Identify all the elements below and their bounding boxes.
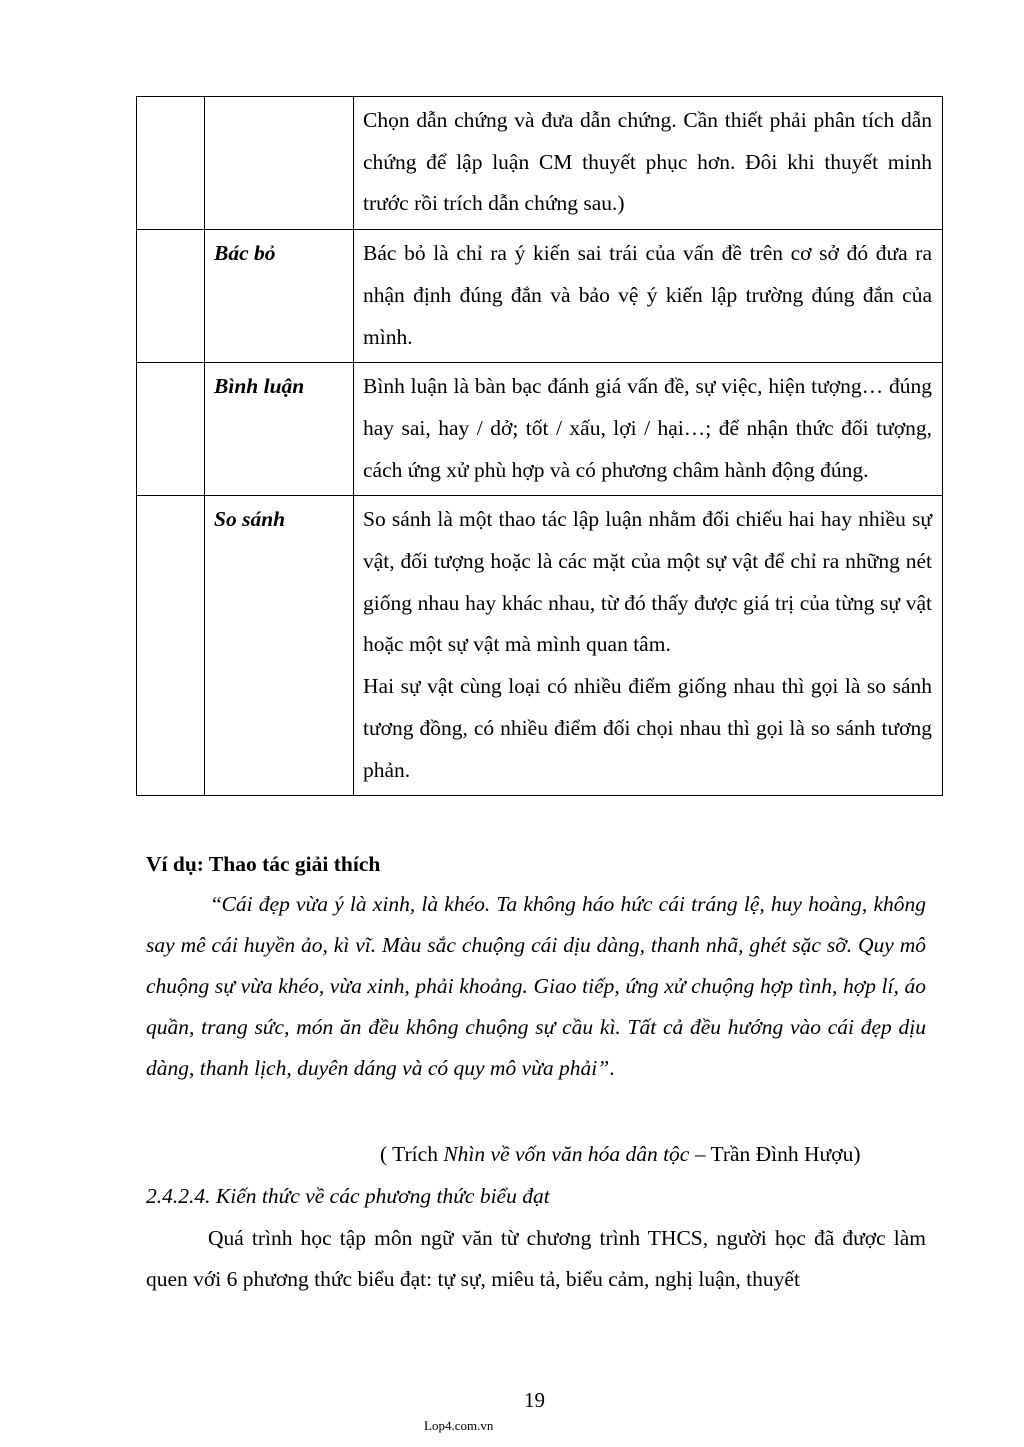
argument-methods-table [136, 96, 943, 796]
citation-prefix: ( Trích [380, 1142, 444, 1166]
body-paragraph: Quá trình học tập môn ngữ văn từ chương trình THCS, người học đã được làm quen với 6 phương thức biểu đạt: tự sự, miêu tả, biểu cảm, nghị luận, thuyết [146, 1226, 926, 1291]
description-paragraph: So sánh là một thao tác lập luận nhằm đối chiếu hai hay nhiều sự vật, đối tượng hoặc là các mặt của một sự vật để chỉ ra những nét giống nhau hay khác nhau, từ đó thấy được giá trị của từng sự vật hoặc một sự vật mà mình quan tâm. [363, 507, 932, 657]
description-cell [354, 97, 943, 230]
quote-text: Cái đẹp vừa ý là xinh, là khéo. Ta không háo hức cái tráng lệ, huy hoàng, không say mê cái huyền ảo, kì vĩ. Màu sắc chuộng cái dịu dàng, thanh nhã, ghét sặc sỡ. Quy mô chuộng sự vừa khéo, vừa xinh, phải khoảng. Giao tiếp, ứng xử chuộng hợp tình, hợp lí, áo quần, trang sức, món ăn đều không chuộng sự cầu kì. Tất cả đều hướng vào cái đẹp dịu dàng, thanh lịch, duyên dáng và có quy mô vừa phải” [146, 892, 926, 1080]
description-paragraph: Bác bỏ là chỉ ra ý kiến sai trái của vấn đề trên cơ sở đó đưa ra nhận định đúng đắn và bảo vệ ý kiến lập trường đúng đắn của mình. [363, 241, 932, 349]
term-cell: Bác bỏ [205, 230, 354, 363]
example-label: Ví dụ: Thao tác giải thích [146, 852, 381, 876]
table-row [137, 97, 943, 230]
index-cell [137, 363, 205, 496]
table-row [137, 363, 943, 496]
index-cell [137, 230, 205, 363]
citation-author: – Trần Đình Hượu) [689, 1142, 861, 1166]
index-cell [137, 496, 205, 796]
term-cell: Bình luận [205, 363, 354, 496]
table-row [137, 496, 943, 796]
example-quote [146, 884, 926, 1089]
footer-site-label: Lop4.com.vn [424, 1418, 494, 1433]
page-number: 19 [524, 1388, 545, 1412]
quote-close-mark: . [609, 1056, 615, 1080]
description-paragraph: Chọn dẫn chứng và đưa dẫn chứng. Cần thiết phải phân tích dẫn chứng để lập luận CM thuyết phục hơn. Đôi khi thuyết minh trước rồi trích dẫn chứng sau.) [363, 108, 932, 216]
term-cell: So sánh [205, 496, 354, 796]
description-paragraph: Hai sự vật cùng loại có nhiều điểm giống nhau thì gọi là so sánh tương đồng, có nhiều điểm đối chọi nhau thì gọi là so sánh tương phản. [363, 674, 932, 782]
term-cell [205, 97, 354, 230]
citation [380, 1134, 940, 1175]
index-cell [137, 97, 205, 230]
description-cell [354, 496, 943, 796]
table-row [137, 230, 943, 363]
citation-work-title: Nhìn về vốn văn hóa dân tộc [443, 1142, 690, 1166]
quote-open-mark: “ [212, 892, 222, 916]
description-cell [354, 230, 943, 363]
description-paragraph: Bình luận là bàn bạc đánh giá vấn đề, sự việc, hiện tượng… đúng hay sai, hay / dở; tốt / xấu, lợi / hại…; để nhận thức đối tượng, cách ứng xử phù hợp và có phương châm hành động đúng. [363, 374, 932, 482]
section-heading: 2.4.2.4. Kiến thức về các phương thức biểu đạt [146, 1184, 550, 1208]
description-cell [354, 363, 943, 496]
